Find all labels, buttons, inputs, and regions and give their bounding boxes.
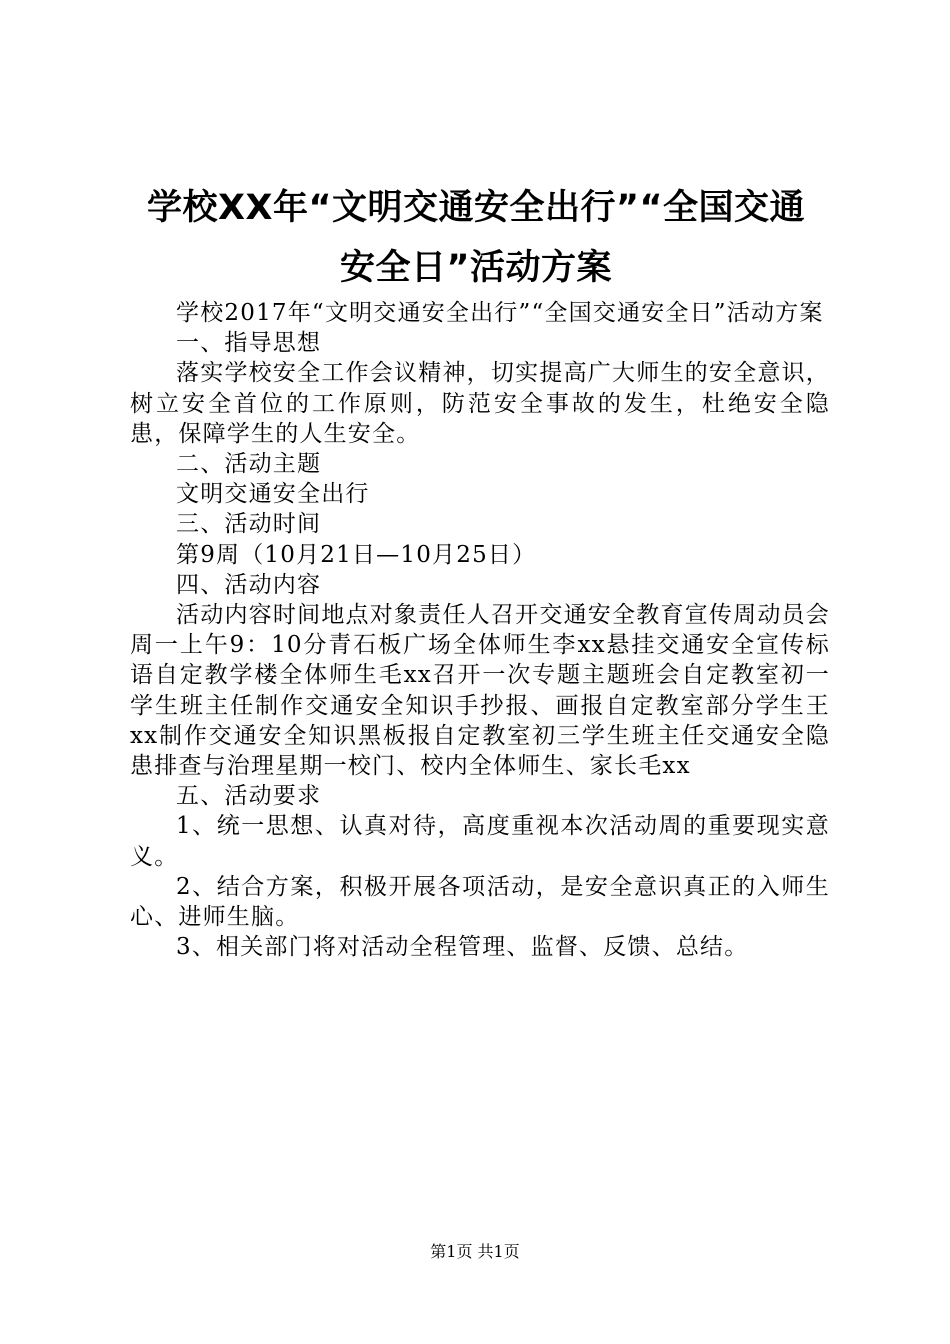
section-heading-time: 三、活动时间	[176, 511, 322, 538]
page-footer: 第1页 共1页	[430, 1242, 520, 1261]
requirement-item-1: 1、统一思想、认真对待，高度重视本次活动周的重要现实意义。	[130, 813, 830, 870]
title-line-1: 学校XX年“文明交通安全出行”“全国交通	[147, 188, 805, 228]
section-heading-theme: 二、活动主题	[176, 451, 322, 478]
theme-paragraph: 文明交通安全出行	[176, 481, 370, 508]
content-paragraph: 活动内容时间地点对象责任人召开交通安全教育宣传周动员会周一上午9：10分青石板广场全体师生李xx悬挂交通安全宣传标语自定教学楼全体师生毛xx召开一次专题主题班会自定教室初一学生班主任制作交通安全知识手抄报、画报自定教室部分学生王xx制作交通安全知识黑板报自定教室初三学生班主任交通安全隐患排查与治理星期一校门、校内全体师生、家长毛xx	[130, 602, 830, 780]
title-line-2: 安全日”活动方案	[339, 248, 612, 288]
document-title	[120, 178, 832, 298]
section-heading-guiding-idea: 一、指导思想	[176, 330, 322, 357]
section-heading-content: 四、活动内容	[176, 571, 322, 598]
guiding-idea-paragraph: 落实学校安全工作会议精神，切实提高广大师生的安全意识，树立安全首位的工作原则，防范安全事故的发生，杜绝安全隐患，保障学生的人生安全。	[130, 360, 830, 447]
document-body	[130, 298, 830, 962]
requirement-item-3: 3、相关部门将对活动全程管理、监督、反馈、总结。	[176, 934, 749, 961]
requirement-item-2: 2、结合方案，积极开展各项活动，是安全意识真正的入师生心、进师生脑。	[130, 873, 830, 931]
time-paragraph: 第9周（10月21日—10月25日）	[176, 541, 537, 568]
section-heading-requirements: 五、活动要求	[176, 783, 322, 810]
intro-paragraph: 学校2017年“文明交通安全出行”“全国交通安全日”活动方案	[176, 300, 824, 326]
